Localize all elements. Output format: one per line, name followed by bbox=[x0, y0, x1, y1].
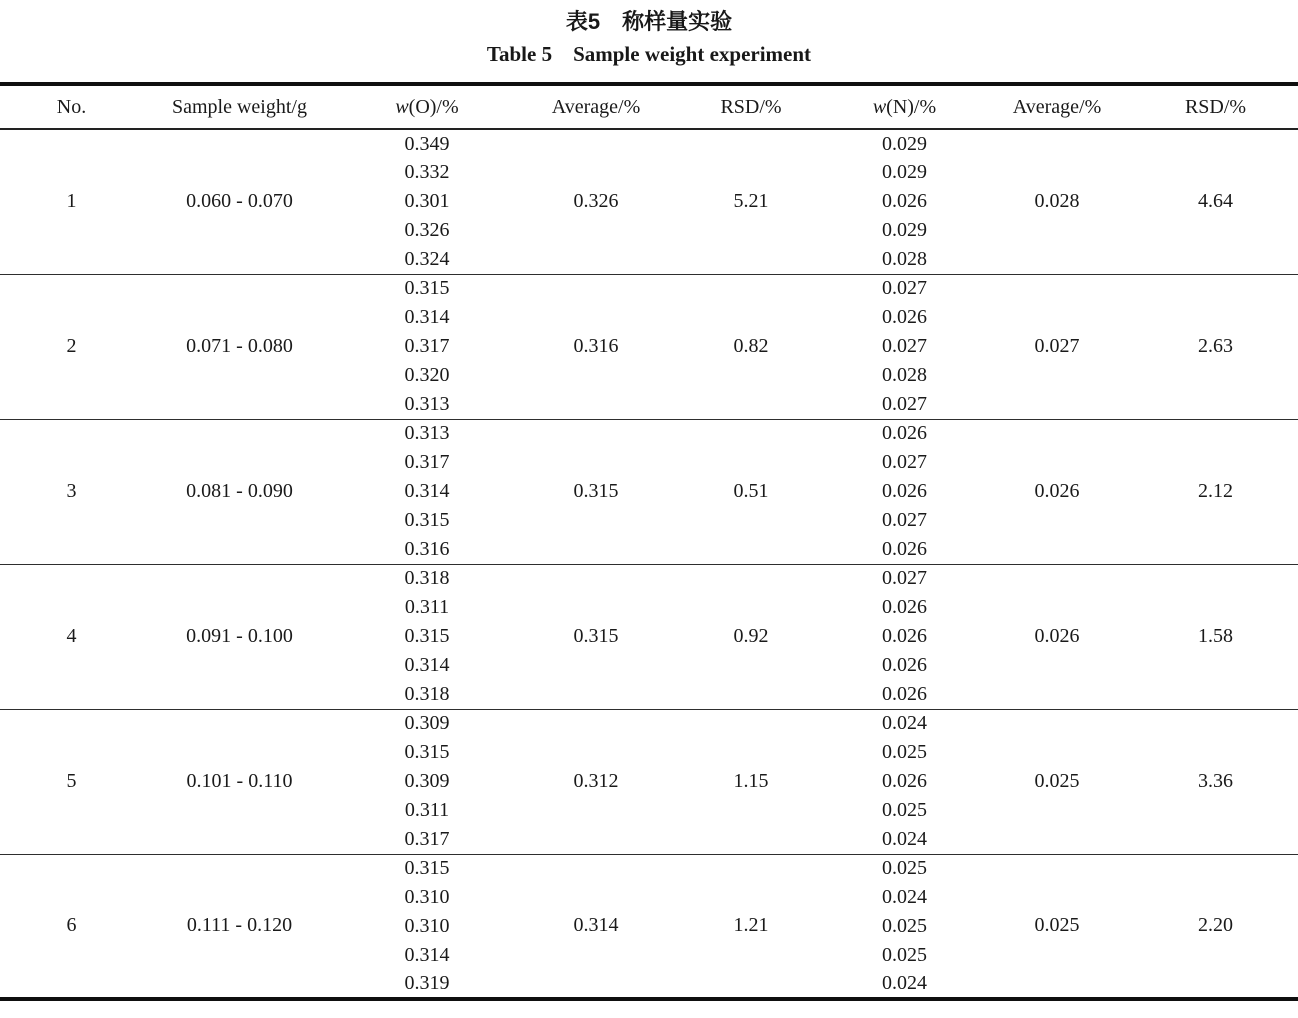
cell-n-value: 0.026 bbox=[882, 190, 927, 212]
sample-group-4 bbox=[0, 564, 1298, 709]
cell-no: 1 bbox=[66, 190, 77, 213]
cell-no: 6 bbox=[0, 854, 143, 999]
header-row bbox=[0, 84, 1298, 129]
cell-n-value: 0.026 bbox=[882, 480, 927, 502]
table-header bbox=[0, 84, 1298, 129]
cell-n-value: 0.029 bbox=[882, 132, 927, 155]
cell-n-value: 0.024 bbox=[828, 709, 981, 738]
cell-o-value: 0.326 bbox=[404, 219, 450, 241]
cell-no: 2 bbox=[0, 274, 143, 419]
cell-n-value: 0.026 bbox=[882, 596, 927, 618]
col-header-o-rsd: RSD/% bbox=[674, 84, 828, 129]
sample-group-2 bbox=[0, 274, 1298, 419]
cell-o-value: 0.309 bbox=[336, 709, 518, 738]
cell-sample-weight: 0.071 - 0.080 bbox=[143, 274, 336, 419]
col-header-w-o: w(O)/% bbox=[336, 84, 518, 129]
cell-n-average: 0.028 bbox=[1034, 190, 1080, 213]
cell-n-value: 0.026 bbox=[828, 419, 981, 448]
table-row bbox=[0, 274, 1298, 303]
cell-o-value: 0.311 bbox=[404, 799, 450, 821]
cell-o-rsd: 0.92 bbox=[674, 564, 828, 709]
cell-o-average: 0.315 bbox=[518, 564, 674, 709]
cell-n-value: 0.024 bbox=[882, 886, 927, 908]
cell-o-average: 0.316 bbox=[518, 274, 674, 419]
cell-no: 4 bbox=[0, 564, 143, 709]
cell-n-average: 0.025 bbox=[981, 854, 1133, 999]
cell-o-rsd: 0.82 bbox=[674, 274, 828, 419]
cell-n-value: 0.026 bbox=[882, 770, 927, 792]
cell-o-value: 0.314 bbox=[404, 654, 450, 676]
table-row bbox=[0, 419, 1298, 448]
cell-n-value: 0.025 bbox=[882, 741, 927, 763]
cell-n-value: 0.025 bbox=[882, 915, 927, 937]
table-title-en: Table 5 Sample weight experiment bbox=[486, 42, 812, 66]
table-row bbox=[0, 129, 1298, 158]
cell-o-average: 0.326 bbox=[573, 190, 619, 213]
sample-group-3 bbox=[0, 419, 1298, 564]
cell-sample-weight: 0.091 - 0.100 bbox=[143, 564, 336, 709]
table-row bbox=[0, 709, 1298, 738]
col-header-n-rsd: RSD/% bbox=[1133, 84, 1298, 129]
cell-o-value: 0.317 bbox=[404, 335, 450, 357]
cell-n-value: 0.028 bbox=[882, 247, 927, 270]
table-title-zh: 表5 称样量实验 bbox=[565, 9, 733, 34]
cell-o-value: 0.319 bbox=[404, 972, 450, 994]
cell-o-value: 0.332 bbox=[404, 161, 450, 183]
cell-o-average: 0.314 bbox=[518, 854, 674, 999]
cell-o-value: 0.309 bbox=[404, 770, 450, 792]
cell-n-rsd: 2.12 bbox=[1133, 419, 1298, 564]
cell-sample-weight: 0.081 - 0.090 bbox=[143, 419, 336, 564]
cell-o-value: 0.313 bbox=[404, 392, 450, 415]
cell-no: 5 bbox=[0, 709, 143, 854]
sample-group-1 bbox=[0, 129, 1298, 274]
cell-o-value: 0.314 bbox=[404, 480, 450, 502]
col-header-sample-weight: Sample weight/g bbox=[143, 84, 336, 129]
cell-o-value: 0.313 bbox=[336, 419, 518, 448]
cell-n-value: 0.029 bbox=[882, 219, 927, 241]
cell-n-value: 0.027 bbox=[828, 274, 981, 303]
cell-n-value: 0.025 bbox=[882, 944, 927, 966]
cell-n-average: 0.026 bbox=[981, 419, 1133, 564]
cell-o-value: 0.317 bbox=[404, 827, 450, 850]
col-header-w-n: w(N)/% bbox=[828, 84, 981, 129]
cell-o-rsd: 1.21 bbox=[674, 854, 828, 999]
cell-n-value: 0.027 bbox=[828, 564, 981, 593]
cell-o-value: 0.324 bbox=[404, 247, 450, 270]
cell-o-average: 0.315 bbox=[518, 419, 674, 564]
sample-group-6 bbox=[0, 854, 1298, 999]
col-header-no: No. bbox=[0, 84, 143, 129]
cell-n-rsd: 3.36 bbox=[1133, 709, 1298, 854]
cell-o-value: 0.318 bbox=[336, 564, 518, 593]
sample-group-5 bbox=[0, 709, 1298, 854]
cell-n-value: 0.026 bbox=[882, 306, 927, 328]
cell-n-rsd: 2.20 bbox=[1133, 854, 1298, 999]
cell-n-rsd: 4.64 bbox=[1198, 190, 1233, 213]
cell-no: 3 bbox=[0, 419, 143, 564]
cell-o-value: 0.349 bbox=[404, 132, 450, 155]
cell-n-value: 0.028 bbox=[882, 364, 927, 386]
cell-n-value: 0.026 bbox=[882, 682, 927, 705]
cell-o-value: 0.315 bbox=[336, 854, 518, 883]
col-header-n-average: Average/% bbox=[981, 84, 1133, 129]
cell-n-value: 0.024 bbox=[882, 972, 927, 994]
cell-o-value: 0.315 bbox=[404, 625, 450, 647]
cell-n-average: 0.027 bbox=[981, 274, 1133, 419]
cell-o-value: 0.317 bbox=[404, 451, 450, 473]
cell-n-value: 0.026 bbox=[882, 625, 927, 647]
cell-o-value: 0.314 bbox=[404, 944, 450, 966]
cell-n-value: 0.024 bbox=[882, 827, 927, 850]
cell-n-value: 0.029 bbox=[882, 161, 927, 183]
cell-sample-weight: 0.101 - 0.110 bbox=[143, 709, 336, 854]
cell-o-average: 0.312 bbox=[518, 709, 674, 854]
cell-o-value: 0.315 bbox=[404, 741, 450, 763]
cell-o-value: 0.315 bbox=[404, 509, 450, 531]
cell-n-value: 0.026 bbox=[882, 654, 927, 676]
cell-n-rsd: 1.58 bbox=[1133, 564, 1298, 709]
cell-n-value: 0.025 bbox=[882, 799, 927, 821]
cell-n-average: 0.025 bbox=[981, 709, 1133, 854]
cell-o-value: 0.301 bbox=[404, 190, 450, 212]
col-header-o-average: Average/% bbox=[518, 84, 674, 129]
cell-o-value: 0.315 bbox=[336, 274, 518, 303]
sample-weight-table bbox=[0, 82, 1298, 1001]
cell-sample-weight: 0.060 - 0.070 bbox=[186, 190, 293, 213]
cell-sample-weight: 0.111 - 0.120 bbox=[143, 854, 336, 999]
cell-o-value: 0.316 bbox=[404, 537, 450, 560]
cell-n-value: 0.027 bbox=[882, 451, 927, 473]
cell-n-value: 0.027 bbox=[882, 392, 927, 415]
cell-n-value: 0.027 bbox=[882, 335, 927, 357]
cell-o-value: 0.310 bbox=[404, 886, 450, 908]
table-row bbox=[0, 564, 1298, 593]
cell-o-rsd: 0.51 bbox=[674, 419, 828, 564]
cell-n-value: 0.027 bbox=[882, 509, 927, 531]
cell-o-value: 0.310 bbox=[404, 915, 450, 937]
cell-o-rsd: 5.21 bbox=[733, 190, 769, 213]
cell-n-rsd: 2.63 bbox=[1133, 274, 1298, 419]
cell-n-value: 0.026 bbox=[882, 537, 927, 560]
cell-o-value: 0.314 bbox=[404, 306, 450, 328]
table-row bbox=[0, 854, 1298, 883]
cell-n-average: 0.026 bbox=[981, 564, 1133, 709]
cell-o-value: 0.320 bbox=[404, 364, 450, 386]
cell-o-value: 0.311 bbox=[404, 596, 450, 618]
cell-o-rsd: 1.15 bbox=[674, 709, 828, 854]
cell-n-value: 0.025 bbox=[828, 854, 981, 883]
cell-o-value: 0.318 bbox=[404, 682, 450, 705]
